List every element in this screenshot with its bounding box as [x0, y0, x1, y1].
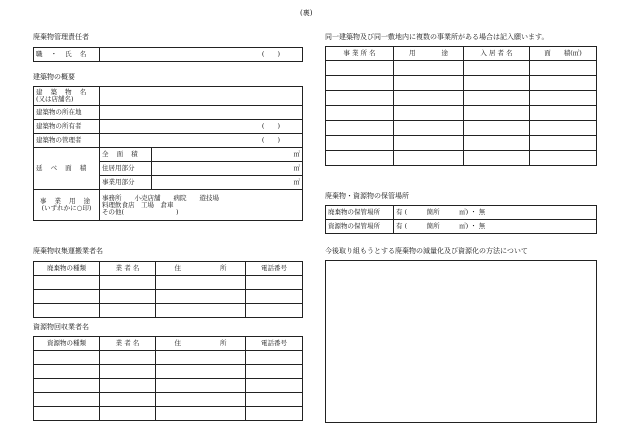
resource-storage-field[interactable]: 有 ( 箇所 ㎡) ・ 無 [394, 220, 597, 234]
use-options[interactable] [100, 190, 303, 221]
table-row[interactable] [34, 304, 303, 318]
resource-storage-label: 資源物の保管場所 [326, 220, 394, 234]
offices-section-title: 同一建築物及び同一敷地内に複数の事業所がある場合は記入願います。 [325, 33, 549, 41]
use-label: 事 業 用 途 (いずれかに○印) [34, 190, 100, 221]
use-line-1: 事務所 小売店舗 病院 遊技場 [102, 193, 219, 202]
recyclers-header-phone: 電話番号 [246, 337, 303, 351]
building-section-title: 建築物の概要 [33, 73, 75, 81]
collectors-header-name: 業 者 名 [100, 262, 156, 276]
plan-section-title: 今後取り組もうとする廃棄物の減量化及び資源化の方法について [325, 247, 528, 255]
owner-label: 建築物の所有者 [34, 120, 100, 134]
residential-area-unit: ㎡ [293, 164, 300, 172]
table-row[interactable] [326, 136, 597, 151]
manager-name-label: 職 ・ 氏 名 [34, 48, 100, 62]
storage-section-title: 廃棄物・資源物の保管場所 [325, 192, 409, 200]
offices-header-occupant: 入 居 者 名 [464, 47, 530, 61]
owner-paren: ( ) [261, 122, 280, 130]
admin-label: 建築物の管理者 [34, 134, 100, 148]
offices-header-name: 事 業 所 名 [326, 47, 394, 61]
total-area-field[interactable] [152, 148, 303, 162]
table-row[interactable] [326, 61, 597, 76]
plan-textarea[interactable] [325, 260, 597, 423]
storage-table [325, 205, 597, 234]
recyclers-table [33, 336, 303, 421]
collectors-header-phone: 電話番号 [246, 262, 303, 276]
use-line-2: 料理飲食店 工場 倉車 [102, 200, 174, 209]
table-row[interactable] [34, 351, 303, 365]
total-area-unit: ㎡ [293, 150, 300, 158]
building-name-field[interactable] [100, 87, 303, 106]
business-area-label: 事業用部分 [100, 176, 152, 190]
table-row[interactable] [326, 91, 597, 106]
table-row[interactable] [34, 365, 303, 379]
manager-section-title: 廃棄物管理責任者 [33, 33, 89, 41]
page-mark: (裏) [300, 9, 313, 17]
recyclers-header-type: 資源物の種類 [34, 337, 100, 351]
collectors-table [33, 261, 303, 318]
residential-area-label: 住居用部分 [100, 162, 152, 176]
recyclers-header-address: 住 所 [156, 337, 246, 351]
collectors-section-title: 廃棄物収集運搬業者名 [33, 247, 103, 255]
total-area-label: 全 面 積 [100, 148, 152, 162]
waste-storage-field[interactable]: 有 ( 箇所 ㎡) ・ 無 [394, 206, 597, 220]
manager-name-field[interactable] [100, 48, 303, 62]
location-field[interactable] [100, 106, 303, 120]
offices-table [325, 46, 597, 166]
table-row[interactable] [326, 121, 597, 136]
table-row[interactable] [34, 276, 303, 290]
manager-paren: ( ) [261, 50, 280, 58]
recyclers-section-title: 資源物回収業者名 [33, 323, 89, 331]
table-row[interactable] [326, 151, 597, 166]
table-row[interactable] [34, 379, 303, 393]
location-label: 建築物の所在地 [34, 106, 100, 120]
collectors-header-address: 住 所 [156, 262, 246, 276]
business-area-field[interactable] [152, 176, 303, 190]
admin-field[interactable] [100, 134, 303, 148]
owner-field[interactable] [100, 120, 303, 134]
table-row[interactable] [326, 106, 597, 121]
table-row[interactable] [34, 290, 303, 304]
building-table [33, 86, 303, 221]
use-line-3: その他( ) [102, 207, 179, 216]
collectors-header-type: 廃棄物の種類 [34, 262, 100, 276]
building-name-label: 建 築 物 名 (又は店舗名) [34, 87, 100, 106]
residential-area-field[interactable] [152, 162, 303, 176]
admin-paren: ( ) [261, 136, 280, 144]
manager-table [33, 47, 303, 62]
business-area-unit: ㎡ [293, 178, 300, 186]
offices-header-area: 面 積(㎡) [530, 47, 597, 61]
table-row[interactable] [34, 407, 303, 421]
recyclers-header-name: 業 者 名 [100, 337, 156, 351]
floor-area-label: 延 べ 面 積 [34, 148, 100, 190]
offices-header-use: 用 途 [394, 47, 464, 61]
table-row[interactable] [34, 393, 303, 407]
waste-storage-label: 廃棄物の保管場所 [326, 206, 394, 220]
table-row[interactable] [326, 76, 597, 91]
